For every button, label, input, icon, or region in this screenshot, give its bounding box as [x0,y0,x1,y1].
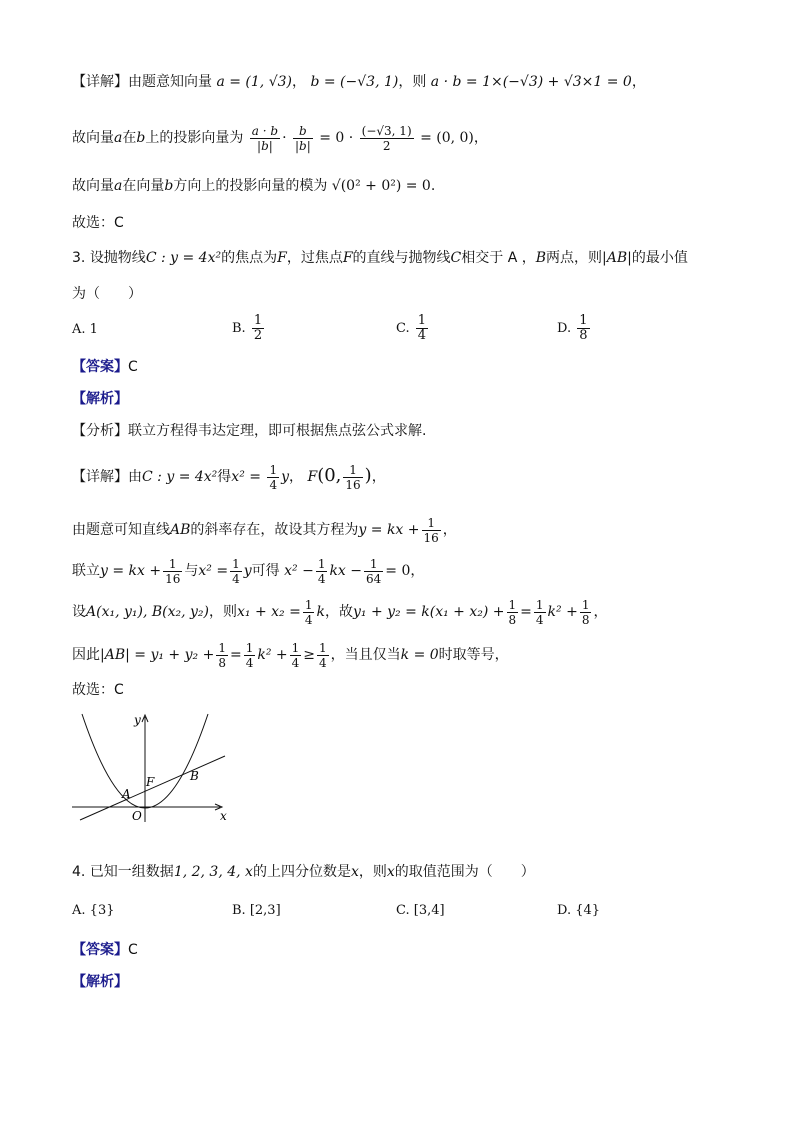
q3-detail-line-3 [72,553,424,589]
fenxi-text: 联立方程得韦达定理，即可根据焦点弦公式求解. [128,423,427,439]
detail-tag: 【详解】 [72,469,128,485]
line-equation: y = kx + [100,563,162,579]
text: ，故 [324,604,353,620]
text: ，则 [209,604,238,620]
analysis-line-q3 [72,389,128,409]
text: 由题意可知直线 [72,522,170,538]
text: 的焦点为 [221,250,278,266]
origin-label: O [132,809,142,823]
fraction-1-16: $\frac{1}{16}$ [423,515,439,545]
fraction-1-16: $\frac{1}{16}$ [345,462,361,492]
text: 的直线与抛物线 [352,250,451,266]
focus-label: F [146,775,155,789]
answer-value: C [128,942,138,958]
q3-detail-line-1 [72,456,386,497]
text: ， [631,74,646,90]
equals-zero-dot: = 0 · [319,130,354,146]
choose-answer-1: 故选：C [72,215,124,231]
fraction: $\frac{1}{8}$ [508,597,517,627]
text: ， [473,130,488,146]
text: 因此 [72,647,100,663]
text: ，则 [358,864,387,880]
answer-line-q3 [72,357,138,377]
question-3-line-1 [72,248,688,268]
text: ， [410,563,425,579]
text: 相交于 A ， [461,250,536,266]
fraction: $\frac{1}{4}$ [245,640,254,670]
text: ，过焦点 [286,250,343,266]
text: 设抛物线 [89,250,146,266]
option-d: D. $\frac{1}{8}$ [557,313,588,343]
text: 故向量 [72,130,114,146]
text: 联立 [72,563,100,579]
vector-a: a [114,130,123,146]
line-ab: AB [170,522,191,538]
fraction: $\frac{1}{4}$ [232,556,240,586]
text: ， [442,522,457,538]
q4-option-c: C. [3,4] [396,903,445,918]
text: 的上四分位数是 [252,864,351,880]
kx-term: kx − [329,563,363,579]
fraction: $\frac{1}{16}$ [165,556,181,586]
focus-f: F [307,469,318,485]
parabola-figure [70,712,240,827]
text: 已知一组数据 [89,864,174,880]
fraction: $\frac{1}{4}$ [317,556,326,586]
fraction: $\frac{1}{8}$ [218,640,226,670]
x-axis-label: x [220,809,227,823]
fraction: $\frac{1}{4}$ [535,597,544,627]
k-squared: k² + [257,647,288,663]
analysis-tag: 【解析】 [72,974,128,990]
q3-detail-line-4 [72,594,607,630]
chord-ab: |AB| [602,250,632,266]
q4-option-a: A. {3} [72,903,115,918]
detail-line-vector-dot [72,72,646,92]
fraction-dot-over-norm: $\frac{a \cdot b}{|b|}$ [251,123,279,153]
projection-result: = (0, 0) [420,130,474,146]
fraction-unit-vector: $\frac{b}{|b|}$ [294,123,311,153]
equals: = [229,647,242,663]
parabola-equation: x² = [198,563,229,579]
var-x: x [350,864,359,880]
q4-option-b: B. [2,3] [232,903,281,918]
text: 的最小值 [631,250,688,266]
text: 时取等号， [438,647,509,663]
fraction: $\frac{1}{4}$ [304,597,313,627]
parabola-equation: C : y = 4x² [145,250,222,266]
text: ，则 [398,74,427,90]
quadratic-term: x² − [284,563,314,579]
vector-b: b [164,178,174,194]
answer-value: C [128,359,138,375]
text: ， [289,469,304,485]
vector-b: b [136,130,146,146]
vector-b-equation: b = (−√3, 1) [310,74,399,90]
fraction: $\frac{1}{8}$ [581,597,590,627]
focus-f: F [342,250,353,266]
text: 在向量 [122,178,165,194]
text: 的取值范围为（ ） [394,864,535,880]
equals: = [520,604,532,620]
greater-equal: ≥ [303,647,315,663]
y-axis-label: y [134,713,141,727]
curve-c: C [450,250,462,266]
text: 方向上的投影向量的模为 [173,178,328,194]
var-y: y [243,563,252,579]
var-k: k [316,604,325,620]
equals-zero: = 0 [385,563,411,579]
option-a: A. 1 [72,322,98,337]
x-squared: x² = [231,469,261,485]
parabola-equation: C : y = 4x² [142,469,218,485]
text: 故向量 [72,178,114,194]
point-b-label: B [190,769,199,783]
text: ， [371,469,386,485]
point-b: B [535,250,547,266]
chord-length: |AB| = y₁ + y₂ + [100,647,215,663]
vector-a-equation: a = (1, √3) [216,74,292,90]
q4-option-d: D. {4} [557,903,601,918]
text: 两点，则 [546,250,603,266]
line-equation: y = kx + [358,522,420,538]
modulus-expression: √(0² + 0²) = 0 [331,178,431,194]
x-sum: x₁ + x₂ = [237,604,301,620]
answer-line-q4 [72,940,138,960]
dot-product-equation: a · b = 1×(−√3) + √3×1 = 0 [430,74,632,90]
detail-tag: 【详解】 [72,74,128,90]
text: ，当且仅当 [330,647,401,663]
text: 由题意知向量 [128,74,212,90]
question-3-line-2: 为（ ） [72,286,142,302]
text: 设 [72,604,86,620]
data-set: 1, 2, 3, 4, x [173,864,253,880]
k-squared: k² + [547,604,578,620]
option-b: B. $\frac{1}{2}$ [232,313,263,343]
text: ， [292,74,306,90]
choose-answer-2: 故选：C [72,682,124,698]
text: 上的投影向量为 [145,130,244,146]
fenxi-tag: 【分析】 [72,423,128,439]
question-4-line [72,862,535,882]
text: 在 [122,130,137,146]
modulus-line [72,176,435,196]
text: 由 [128,469,142,485]
var-y: y [281,469,290,485]
answer-tag: 【答案】 [72,359,128,375]
fenxi-line-q3 [72,421,426,441]
var-x: x [386,864,395,880]
analysis-tag: 【解析】 [72,391,128,407]
text: ， [593,604,608,620]
fraction: $\frac{1}{64}$ [366,556,382,586]
k-equals-zero: k = 0 [400,647,439,663]
fraction: $\frac{1}{4}$ [319,640,327,670]
q3-detail-line-5 [72,637,509,673]
point-a-label: A [122,787,131,801]
vector-a: a [114,178,123,194]
text: 可得 [251,563,280,579]
analysis-line-q4 [72,972,128,992]
question-number: 4. [72,864,86,880]
fraction: $\frac{1}{4}$ [291,640,300,670]
paren-close: ) [364,465,372,486]
option-c: C. $\frac{1}{4}$ [396,313,427,343]
text: 的斜率存在，故设其方程为 [190,522,359,538]
text: 得 [217,469,232,485]
focus-f: F [277,250,287,266]
q3-detail-line-2 [72,512,457,548]
answer-tag: 【答案】 [72,942,128,958]
question-number: 3. [72,250,86,266]
fraction-quarter: $\frac{1}{4}$ [269,462,278,492]
text: 与 [184,563,199,579]
paren-open: (0, [317,465,342,486]
projection-line: 故向量a在b上的投影向量为 $\frac{a \cdot b}{|b|}$ · $\frac{b}{|b|}$ = 0 · $\frac{(-√3, 1)}{2}$ = (0, 0)， [72,123,488,153]
fraction-vector-over-2: $\frac{(-√3, 1)}{2}$ [361,123,412,153]
text: . [430,178,436,194]
y-sum: y₁ + y₂ = k(x₁ + x₂) + [352,604,505,620]
points-ab: A(x₁, y₁), B(x₂, y₂) [86,604,210,620]
